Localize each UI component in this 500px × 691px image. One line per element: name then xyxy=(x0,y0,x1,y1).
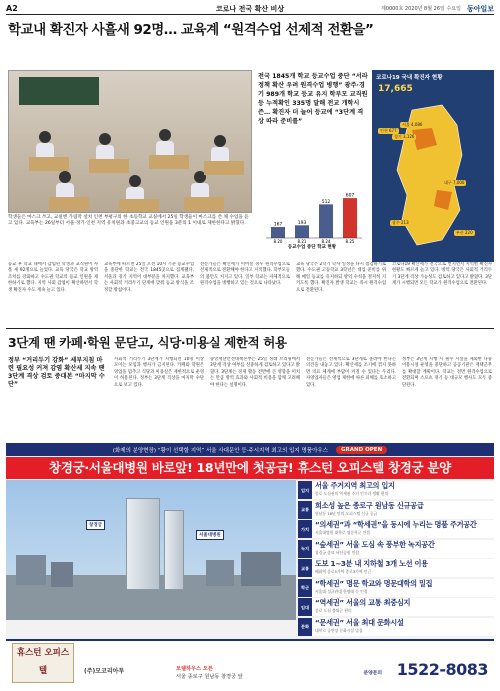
building-shape xyxy=(51,562,73,587)
ad-feature-item xyxy=(298,598,494,616)
map-tag: 창경궁 xyxy=(86,520,105,530)
article2-subhead: 정부 “거리두기 강화” 세부지침 마련 필요성 커져 감염 확산세 지속 땐 3단계 격상 검토 중대본 “마지막 수단” xyxy=(8,357,105,388)
student-shape xyxy=(56,183,74,197)
desk-shape xyxy=(149,155,189,169)
student-shape xyxy=(39,131,51,143)
article1-lead: 전국 1845개 학교 등교수업 중단 “서라정책 확산 우려 원격수업 병행” 광주·경기 989개 학교 등교 유지 학부모 교직원 등 누적확인 335명 달해 전교 개학시즌… 확진자 더 늘어 등교에 “3단계 격상 따라 준비를” xyxy=(258,73,368,125)
tower-shape xyxy=(126,498,160,590)
ad-feature-title: “의세권”과 “학세권”을 동시에 누리는 명품 주거공간 xyxy=(315,520,477,529)
issue-meta: 제0000호 2020년 8월 26일 수요일 xyxy=(380,6,461,12)
real-estate-ad[interactable] xyxy=(6,443,494,687)
student-shape xyxy=(36,143,54,157)
ad-feature-item xyxy=(298,520,494,538)
location-text: 서울 종로구 원남동 창경궁 앞 xyxy=(176,674,243,680)
student-shape xyxy=(99,133,111,145)
bar-value-label: 512 xyxy=(321,199,331,205)
article2-column-2: 중앙재난안전대책본부는 25일 정례 브리핑에서 3단계 격상 여부를 신중하게 검토하고 있다고 밝혔다. 3단계는 경제 활동 전반에 큰 영향을 미치는 만큼 방역 효과와 사회적 비용을 함께 고려해야 한다는 설명이다. xyxy=(210,357,300,388)
desk-shape xyxy=(119,199,159,213)
ad-feature-desc: 혜화역 종로5가역 종로3가역 인근 xyxy=(315,569,372,574)
region-label: 인천 677 xyxy=(380,128,397,133)
bar-8.24 xyxy=(319,204,333,238)
section-title: 코로나 전국 확산 비상 xyxy=(215,4,285,13)
bar-category-label: 8.24 xyxy=(321,239,331,244)
ad-feature-desc: 창경궁 종묘 낙산공원 인접 xyxy=(315,549,359,555)
region-map xyxy=(372,70,494,262)
desk-shape xyxy=(184,197,224,211)
ad-feature-title: 도보 1~3분 내 지하철 3개 노선 이용 xyxy=(315,559,428,568)
ad-feature-title: 희소성 높은 종로구 원남동 신규공급 xyxy=(315,500,424,510)
ad-feature-title: 서울 주거지역 최고의 입지 xyxy=(315,481,395,490)
ad-feature-title: “학세권” 명문 학교와 명문대학의 밀집 xyxy=(315,578,433,588)
student-shape xyxy=(214,135,226,147)
student-shape xyxy=(159,129,171,141)
ad-feature-desc: 종로 도심권의 역세권 주거 인프라 생활 편의 xyxy=(315,491,389,496)
bar-value-label: 607 xyxy=(345,193,355,199)
building-shape xyxy=(16,555,46,585)
model-house-label: 모델하우스 오픈 xyxy=(176,666,213,672)
student-shape xyxy=(59,171,71,183)
bar-category-label: 8.25 xyxy=(345,239,355,244)
article2-headline: 3단계 땐 카페·학원 문닫고, 식당·미용실 제한적 허용 xyxy=(8,335,287,350)
brand-logo: 휴스턴 오피스텔 xyxy=(12,643,74,683)
section-divider xyxy=(6,328,494,329)
bar-layer xyxy=(266,193,362,244)
blackboard-shape xyxy=(19,77,99,105)
grand-open-badge: GRAND OPEN xyxy=(336,446,387,454)
region-label: 광주 213 xyxy=(392,220,409,225)
article2-column-3: 전문가들은 선제적으로 3단계로 올려야 한다는 의견을 내놓고 있다. 확산세를 조기에 꺾지 못하면 의료 체계에 부담이 커질 수 있다는 우려다. 자영업자들은 영업 제한에 따른 피해를 호소하고 있다. xyxy=(306,357,396,388)
desk-shape xyxy=(49,197,89,211)
map-total: 17,665 xyxy=(378,84,413,94)
student-shape xyxy=(129,175,141,187)
ad-feature-label: 녹지 xyxy=(298,540,312,558)
bar-value-label: 167 xyxy=(273,222,283,228)
ad-feature-title: “문세권” 서울 최대 문화시설 xyxy=(315,617,404,627)
school-closure-chart xyxy=(258,182,366,252)
ad-feature-label: 문화 xyxy=(298,618,312,636)
sponsor-name: (주)모코리아투 xyxy=(84,668,125,675)
bar-8.25 xyxy=(343,198,357,238)
ad-feature-item xyxy=(298,579,494,597)
article1-column-1: 등교 후 학교 내에서 감염된 학생과 교직원이 사흘 새 92명으로 늘었다. 교육 당국은 학교 방역 조치를 강화하고 수도권 학교의 등교 인원을 제한하기로 했다. 지역 사회 감염이 확산하면서 학생 확진자 수도 계속 늘고 있다. xyxy=(8,262,98,293)
article2-column-4: 정부는 3단계 시행 시 필수 시설을 제외한 다중이용시설 운영을 중단하고 공공기관은 재택근무를 확대할 계획이다. 학교는 전면 원격수업으로 전환되며 스포츠 경기 등 대규모 행사도 모두 중단된다. xyxy=(402,357,492,388)
article1-column-4: 교육 당국은 2학기 학사 일정을 다시 점검하기로 했다. 수도권 고등학교 3학년은 대입 준비를 위해 매일 등교를 유지하되 방역 수칙을 철저히 지키도록 했다. 확진자 발생 학교는 즉시 원격수업으로 전환된다. xyxy=(296,262,386,293)
classroom-photo xyxy=(8,70,252,213)
bar-value-label: 193 xyxy=(297,220,307,226)
map-tag: 서울대병원 xyxy=(196,530,224,540)
desk-shape xyxy=(29,157,69,171)
phone-number[interactable]: 1522-8083 xyxy=(396,660,488,679)
region-label: 부산 220 xyxy=(456,230,473,235)
student-shape xyxy=(211,147,229,161)
ad-topline: (화제의 분양현장) “황이 선택할 지역” 서울 사대문안 등·주시지역 최고의 입지 명품아우스 xyxy=(112,447,329,454)
page-header xyxy=(6,3,494,15)
ad-feature-item xyxy=(298,618,494,636)
bar-category-label: 8.21 xyxy=(297,239,307,244)
desk-shape xyxy=(89,159,129,173)
building-shape xyxy=(206,560,234,586)
ad-feature-item xyxy=(298,559,494,577)
ad-feature-label: 교통 xyxy=(298,501,312,519)
ad-feature-label: 학군 xyxy=(298,579,312,597)
bar-8.21 xyxy=(295,225,309,238)
ad-feature-title: “역세권” 서울의 교통 최중심지 xyxy=(315,598,411,607)
ad-feature-desc: 대학로 공연장 문화시설 밀집 xyxy=(315,627,363,633)
student-shape xyxy=(191,183,209,197)
ad-topbar xyxy=(6,443,494,456)
ad-feature-item xyxy=(298,501,494,519)
tower-shape xyxy=(164,510,184,590)
article2-column-1: 사회적 거리두기 3단계가 시행되면 10명 이상 모이는 모임과 행사가 금지된다. 카페와 학원은 영업을 멈추고 식당과 미용실은 제한적으로 운영이 허용된다. 정부는 3단계 격상을 마지막 수단으로 보고 있다. xyxy=(114,357,204,388)
chart-title: 등교수업 중단 학교 현황 xyxy=(287,245,337,250)
article1-column-5: 코로나19 확산세가 전국으로 번지면서 지역별 확진자 현황도 빠르게 늘고 있다. 방역 당국은 사회적 거리두기 3단계 격상 가능성도 검토하고 있다고 밝혔다. 3단계가 시행되면 모든 학교가 원격수업으로 전환된다. xyxy=(392,262,492,287)
building-shape xyxy=(241,552,281,586)
ad-feature-label: 임대 xyxy=(298,598,312,616)
phone-label: 분양문의 xyxy=(363,671,382,676)
bar-8.20 xyxy=(271,227,285,238)
ad-feature-label: 교통 xyxy=(298,559,312,577)
newspaper-logo: 동아일보 xyxy=(466,4,494,13)
ad-feature-desc: 원남동 18년 만의 오피스텔 신규 공급 xyxy=(315,510,378,516)
bar-category-label: 8.20 xyxy=(273,239,283,244)
article1-headline: 학교내 확진자 사흘새 92명… 교육계 “원격수업 선제적 전환을” xyxy=(8,22,374,38)
article1-column-3: 전문가들은 확산세가 이어질 경우 원격수업으로 선제적으로 전환해야 한다고 지적했다. 학부모들의 불안도 커지고 있다. 일부 학교는 자체적으로 원격수업을 병행하고 있는 것으로 나타났다. xyxy=(200,262,290,287)
ad-feature-item xyxy=(298,481,494,499)
map-title: 코로나19 국내 확진자 현황 xyxy=(376,75,443,81)
model-house-info xyxy=(176,665,351,681)
ad-hero-image xyxy=(6,480,296,620)
ad-footer xyxy=(6,639,494,687)
page-number: A2 xyxy=(6,4,18,13)
desk-shape xyxy=(204,161,244,175)
student-shape xyxy=(156,141,174,155)
region-label: 대구 7,000 xyxy=(444,180,465,185)
article1-column-2: 교육부에 따르면 25일 오전 10시 기준 등교수업을 중단한 학교는 전국 1845곳으로 집계됐다. 서울과 경기 지역이 대부분을 차지했다. 교육부는 사회적 거리두기 단계에 맞춰 등교 방식을 조정할 방침이다. xyxy=(104,262,194,293)
region-label: 서울 4,086 xyxy=(402,122,423,127)
ad-feature-desc: 종로 도심 출퇴근 편리 xyxy=(315,608,352,613)
ad-feature-desc: 서울대병원 대학로 명문학군 인접 xyxy=(315,530,370,535)
ad-feature-label: 가치 xyxy=(298,520,312,538)
ad-feature-item xyxy=(298,540,494,558)
photo-caption: 학생들은 마스크 쓰고, 교실엔 가림막 설치 인천 부평구의 한 초등학교 교실에서 25일 학생들이 마스크를 쓴 채 수업을 듣고 있다. 교육부는 26일부터 서울·경기·인천 지역 유치원과 초중고교의 등교 인원을 3분의 1 이내로 제한한다고 밝혔다. xyxy=(8,215,249,226)
student-shape xyxy=(96,145,114,159)
ad-headline: 창경궁·서울대병원 바로앞! 18년만에 첫공급! 휴스턴 오피스텔 창경궁 분양 xyxy=(6,457,494,479)
ad-feature-label: 입지 xyxy=(298,481,312,499)
ad-feature-desc: 서울대 성균관대 한양대 등 인접 xyxy=(315,588,368,594)
korea-map-shape xyxy=(382,100,482,250)
region-label: 경기 3,126 xyxy=(394,134,415,139)
ad-feature-title: “숲세권” 서울 도심 속 풍부한 녹지공간 xyxy=(315,539,435,549)
